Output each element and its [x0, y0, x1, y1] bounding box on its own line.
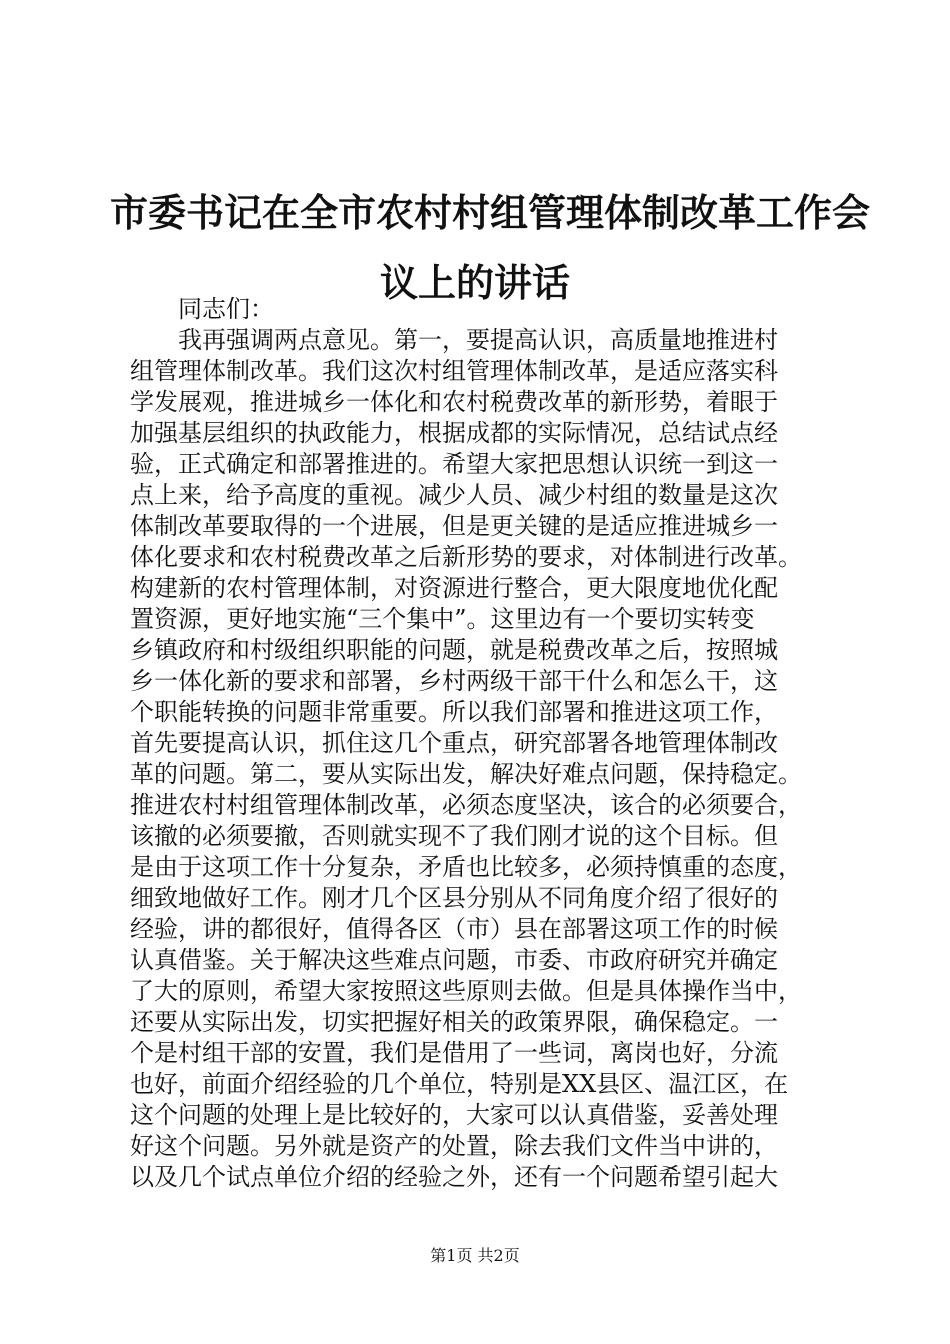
body-line: 体制改革要取得的一个进展，但是更关键的是适应推进城乡一: [130, 512, 778, 540]
title-line-1: 市委书记在全市农村村组管理体制改革工作会: [110, 190, 871, 235]
body-line: 是由于这项工作十分复杂，矛盾也比较多，必须持慎重的态度，: [130, 853, 802, 881]
body-line: 个是村组干部的安置，我们是借用了一些词，离岗也好，分流: [130, 1039, 778, 1067]
title-line-2: 议上的讲话: [379, 260, 570, 305]
body-line: 还要从实际出发，切实把握好相关的政策界限，确保稳定。一: [130, 1008, 778, 1036]
page-footer: 第1页 共2页: [430, 1246, 520, 1265]
body-line: 乡镇政府和村级组织职能的问题，就是税费改革之后，按照城: [130, 636, 778, 664]
body-line: 认真借鉴。关于解决这些难点问题，市委、市政府研究并确定: [130, 946, 778, 974]
body-line: 点上来，给予高度的重视。减少人员、减少村组的数量是这次: [130, 481, 778, 509]
body-line: 好这个问题。另外就是资产的处置，除去我们文件当中讲的，: [130, 1132, 778, 1160]
body-line: 同志们：: [130, 295, 274, 323]
body-line: 个职能转换的问题非常重要。所以我们部署和推进这项工作，: [130, 698, 778, 726]
body-line: 以及几个试点单位介绍的经验之外，还有一个问题希望引起大: [130, 1163, 778, 1191]
body-line: 验，正式确定和部署推进的。希望大家把思想认识统一到这一: [130, 450, 778, 478]
document-body: [130, 294, 830, 1193]
body-line: 加强基层组织的执政能力，根据成都的实际情况，总结试点经: [130, 419, 778, 447]
body-line: 首先要提高认识，抓住这几个重点，研究部署各地管理体制改: [130, 729, 778, 757]
body-line: 置资源，更好地实施“三个集中”。这里边有一个要切实转变: [130, 605, 755, 633]
body-line: 细致地做好工作。刚才几个区县分别从不同角度介绍了很好的: [130, 884, 778, 912]
body-line: 该撤的必须要撤，否则就实现不了我们刚才说的这个目标。但: [130, 822, 778, 850]
body-line: 推进农村村组管理体制改革，必须态度坚决，该合的必须要合，: [130, 791, 802, 819]
body-line: 学发展观，推进城乡一体化和农村税费改革的新形势，着眼于: [130, 388, 778, 416]
body-line: 组管理体制改革。我们这次村组管理体制改革，是适应落实科: [130, 357, 778, 385]
body-line: 体化要求和农村税费改革之后新形势的要求，对体制进行改革。: [130, 543, 802, 571]
body-line: 了大的原则，希望大家按照这些原则去做。但是具体操作当中，: [130, 977, 802, 1005]
body-line: 革的问题。第二，要从实际出发，解决好难点问题，保持稳定。: [130, 760, 802, 788]
body-line: 乡一体化新的要求和部署，乡村两级干部干什么和怎么干，这: [130, 667, 778, 695]
body-line: 也好，前面介绍经验的几个单位，特别是XX县区、温江区，在: [130, 1070, 789, 1098]
body-line: 构建新的农村管理体制，对资源进行整合，更大限度地优化配: [130, 574, 778, 602]
body-line: 经验，讲的都很好，值得各区（市）县在部署这项工作的时候: [130, 915, 778, 943]
body-line: 我再强调两点意见。第一，要提高认识，高质量地推进村: [130, 326, 778, 354]
body-line: 这个问题的处理上是比较好的，大家可以认真借鉴，妥善处理: [130, 1101, 778, 1129]
